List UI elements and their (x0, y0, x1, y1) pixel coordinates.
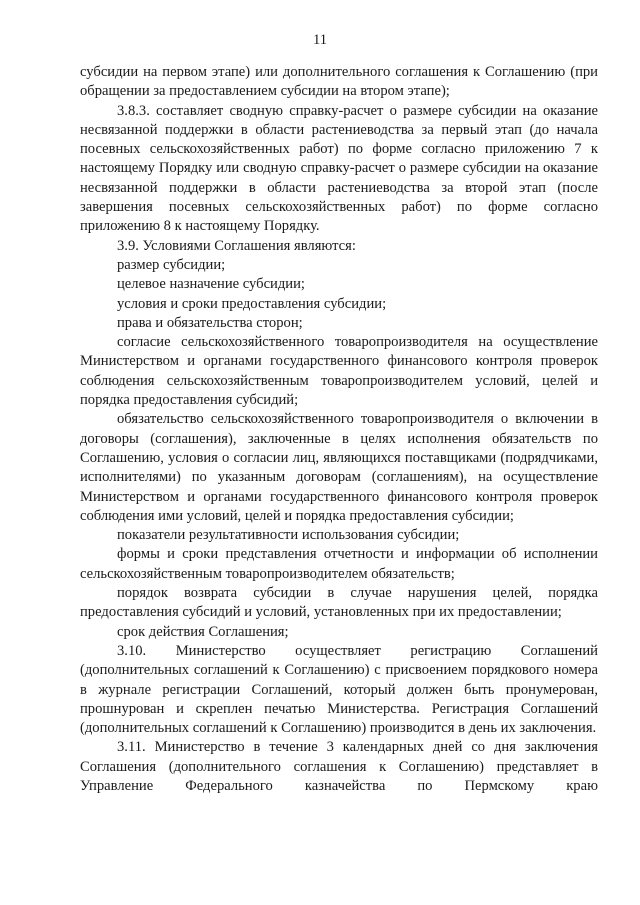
paragraph: обязательство сельскохозяйственного товаропроизводителя о включении в договоры (соглашения), заключенные в целях исполнения обязательств по Соглашению, условия о согласии лиц, являющихся поставщиками (подрядчиками, исполнителями) по указанным договорам (соглашениям), на осуществление Министерством и органами государственного финансового контроля проверок соблюдения ими условий, целей и порядка предоставления субсидии; (80, 411, 598, 524)
document-body (80, 63, 598, 796)
paragraph: 3.8.3. составляет сводную справку-расчет о размере субсидии на оказание несвязанной поддержки в области растениеводства за первый этап (до начала посевных сельскохозяйственных работ) по форме согласно приложению 7 к настоящему Порядку или сводную справку-расчет о размере субсидии на оказание несвязанной поддержки в области растениеводства за второй этап (после завершения посевных сельскохозяйственных работ) по форме согласно приложению 8 к настоящему Порядку. (80, 102, 598, 235)
paragraph: целевое назначение субсидии; (117, 276, 305, 293)
page-number: 11 (312, 32, 328, 48)
paragraph: 3.11. Министерство в течение 3 календарных дней со дня заключения Соглашения (дополнительного соглашения к Соглашению) представляет в Управление Федерального казначейства по Пермскому краю (80, 739, 598, 794)
paragraph: согласие сельскохозяйственного товаропроизводителя на осуществление Министерством и органами государственного финансового контроля проверок соблюдения сельскохозяйственным товаропроизводителем условий, целей и порядка предоставления субсидий; (80, 334, 598, 409)
paragraph: размер субсидии; (117, 256, 226, 273)
paragraph: 3.9. Условиями Соглашения являются: (117, 237, 356, 254)
paragraph: субсидии на первом этапе) или дополнительного соглашения к Соглашению (при обращении за предоставлением субсидии на втором этапе); (80, 64, 598, 100)
paragraph: срок действия Соглашения; (117, 623, 289, 640)
paragraph: формы и сроки представления отчетности и информации об исполнении сельскохозяйственным товаропроизводителем обязательств; (80, 546, 598, 582)
paragraph: права и обязательства сторон; (117, 314, 303, 331)
paragraph: условия и сроки предоставления субсидии; (117, 295, 387, 312)
paragraph: показатели результативности использования субсидии; (117, 527, 460, 544)
paragraph: 3.10. Министерство осуществляет регистрацию Соглашений (дополнительных соглашений к Соглашению) с присвоением порядкового номера в журнале регистрации Соглашений, который должен быть пронумерован, прошнурован и скреплен печатью Министерства. Регистрация Соглашений (дополнительных соглашений к Соглашению) производится в день их заключения. (80, 642, 598, 737)
paragraph: порядок возврата субсидии в случае нарушения целей, порядка предоставления субсидий и условий, установленных при их предоставлении; (80, 585, 598, 621)
